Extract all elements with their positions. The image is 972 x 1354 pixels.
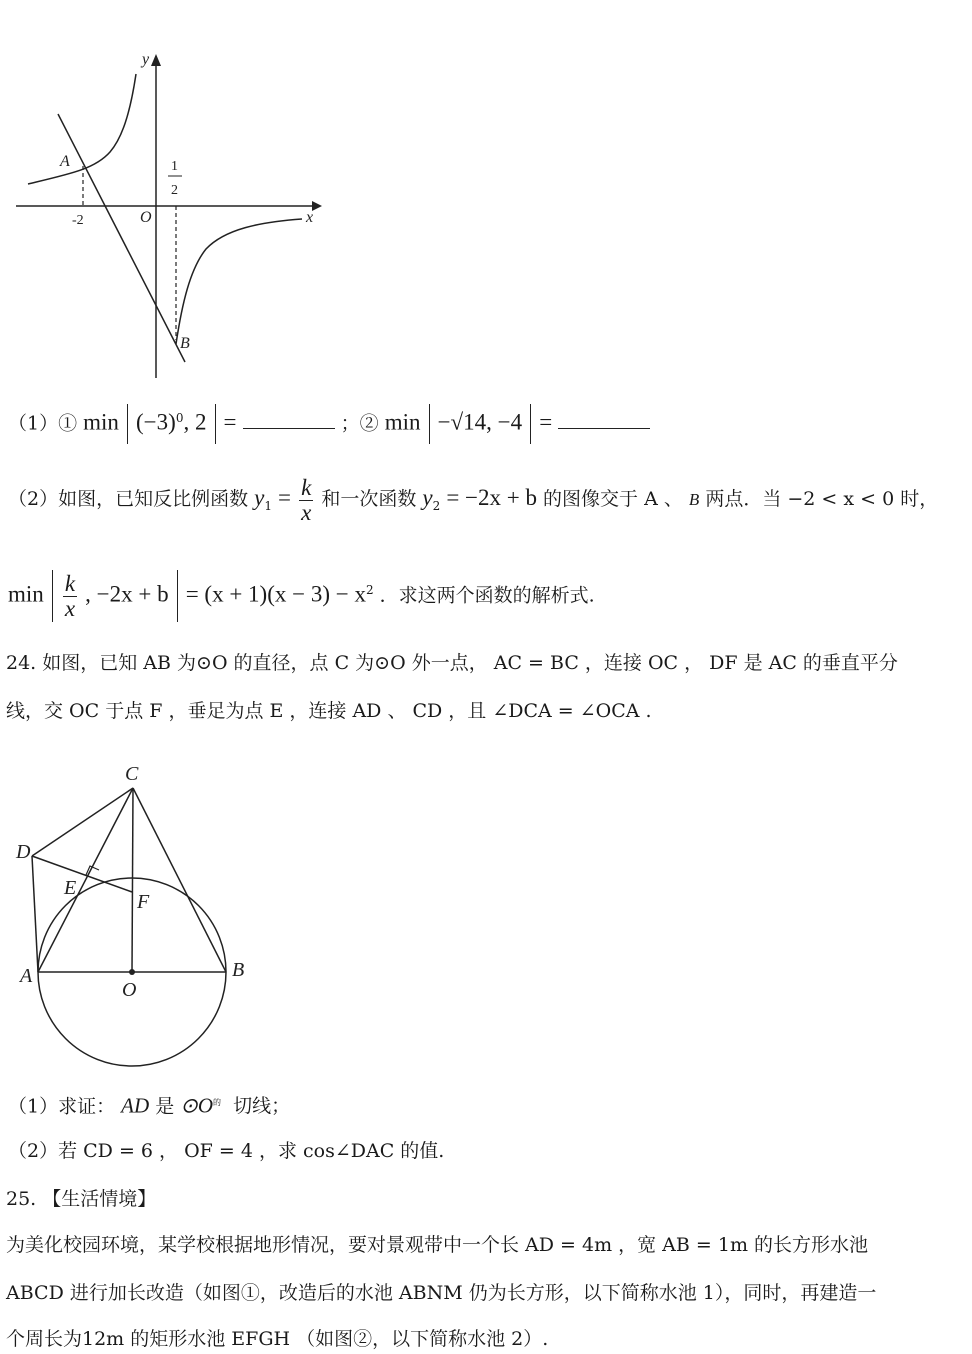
expr1-rest: , 2 [183, 409, 207, 435]
q25-line1: 为美化校园环境，某学校根据地形情况，要对景观带中一个长 AD = 4m ，宽 AB = 1m 的长方形水池 [6, 1234, 869, 1256]
linear-function-line [58, 114, 185, 362]
bracket-left-1 [127, 404, 128, 444]
y2-expression: = −2x + b [446, 485, 537, 510]
q23-part2-line1 [8, 470, 938, 526]
separator: ；② [340, 412, 379, 435]
q23-part2-after: 的图像交于 A 、 [543, 488, 683, 510]
q24-p1-circle: ⊙O [180, 1093, 214, 1118]
y-axis-label: y [142, 51, 150, 68]
q23-part2-after2: 两点．当 −2 < x < 0 时， [705, 488, 939, 510]
point-b-label: B [180, 335, 190, 352]
q24-line1: 24. 如图，已知 AB 为⊙O 的直径，点 C 为⊙O 外一点， AC = BC ，连接 OC ， DF 是 AC 的垂直平分 [6, 652, 898, 674]
point-o-dot [129, 969, 135, 975]
line2-min: min [8, 581, 44, 607]
q24-p1-mid: 是 [155, 1095, 175, 1118]
function-graph-figure [10, 44, 330, 384]
q25-heading: 25. 【生活情境】 [6, 1188, 157, 1210]
q23-part2-mid: 和一次函数 [321, 488, 417, 510]
line2-bracket-right [177, 570, 178, 622]
q24-p1-tail: 切线； [233, 1095, 291, 1118]
segment-ac [38, 788, 133, 972]
expr2: −√14, −4 [437, 409, 523, 435]
q23-part2-line2 [8, 562, 595, 621]
line2-tail: ．求这两个函数的解析式. [379, 584, 595, 607]
equals-2: = [539, 409, 553, 435]
hyperbola-left-branch [28, 74, 136, 184]
k-numerator: k [301, 474, 312, 500]
q25-line3: 个周长为12m 的矩形水池 EFGH （如图②，以下简称水池 2）. [6, 1328, 549, 1350]
tick-half-denominator: 2 [171, 183, 178, 198]
q23-part1-prefix: （1）① [8, 412, 78, 435]
min-label-1: min [83, 409, 119, 435]
line2-x: x [64, 595, 76, 621]
line2-rhs: = (x + 1)(x − 3) − x [185, 581, 366, 607]
y-axis-arrow [151, 54, 161, 66]
q24-p1-prefix: （1）求证： [8, 1095, 116, 1118]
tick-neg2-label: -2 [72, 213, 84, 228]
label-b: B [232, 959, 245, 981]
q24-p1-small: 的 [213, 1098, 222, 1107]
tick-half-numerator: 1 [171, 159, 178, 174]
q23-part1 [8, 398, 650, 438]
line2-rest: , −2x + b [85, 581, 169, 607]
q24-part2: （2）若 CD = 6 ， OF = 4 ，求 cos∠DAC 的值. [8, 1140, 445, 1162]
label-d: D [16, 841, 31, 863]
bracket-right-1 [215, 404, 216, 444]
equals-1: = [223, 409, 237, 435]
segment-oc [132, 788, 133, 972]
origin-label: O [140, 209, 152, 226]
label-o: O [122, 979, 137, 1001]
x-axis-label: x [306, 209, 314, 226]
q23-part2-prefix: （2）如图，已知反比例函数 [8, 488, 249, 510]
y1-symbol: y [254, 485, 265, 510]
y1-subscript: 1 [264, 498, 272, 513]
q24-line2: 线，交 OC 于点 F ，垂足为点 E ，连接 AD 、 CD ，且 ∠DCA = ∠OCA . [6, 700, 652, 722]
q24-p1-ad: AD [121, 1093, 150, 1118]
y1-equals: = [278, 485, 292, 510]
expr1-exponent: 0 [175, 411, 184, 425]
y2-subscript: 2 [432, 498, 441, 513]
bracket-left-2 [429, 404, 430, 444]
line2-square: 2 [365, 583, 374, 597]
min-label-2: min [384, 409, 421, 435]
expr1-base: (−3) [136, 409, 176, 435]
x-denominator: x [301, 499, 312, 525]
segment-bc [133, 788, 226, 972]
point-a-label: A [60, 153, 70, 170]
segment-dc [32, 788, 133, 856]
point-b-text: B [688, 490, 700, 509]
line2-bracket-left [52, 570, 53, 622]
q25-line2: ABCD 进行加长改造（如图①，改造后的水池 ABNM 仍为长方形，以下简称水池 1），同时，再建造一 [6, 1282, 877, 1304]
line2-k-over-x [63, 572, 77, 621]
label-e: E [64, 877, 77, 899]
hyperbola-right-branch [176, 219, 302, 344]
label-f: F [137, 891, 150, 913]
k-over-x-fraction [299, 476, 313, 525]
y2-symbol: y [422, 485, 433, 510]
label-c: C [125, 763, 139, 785]
label-a: A [20, 965, 33, 987]
q24-part1 [8, 1088, 290, 1121]
answer-blank-1[interactable] [243, 410, 335, 429]
answer-blank-2[interactable] [558, 410, 650, 429]
x-axis-arrow [312, 201, 322, 211]
line2-k: k [64, 570, 76, 596]
segment-da [32, 856, 38, 972]
circle-geometry-figure [10, 758, 270, 1076]
bracket-right-2 [530, 404, 531, 444]
